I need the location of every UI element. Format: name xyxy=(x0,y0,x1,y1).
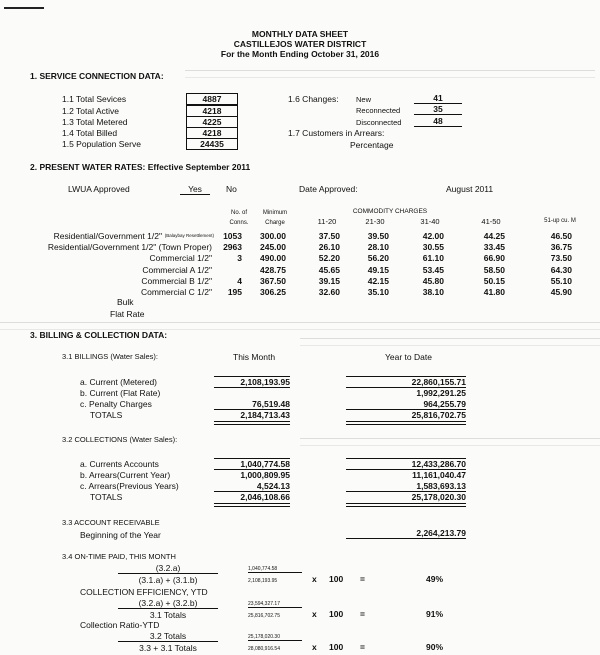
rate-row-charge: 39.50 xyxy=(367,231,389,241)
section-1-heading: 1. SERVICE CONNECTION DATA: xyxy=(30,71,164,81)
rate-row-min-charge: 367.50 xyxy=(260,276,286,286)
f1-hundred: 100 xyxy=(329,574,344,584)
billing-row-year-to-date: 964,255.79 xyxy=(346,399,466,410)
rate-row-charge: 26.10 xyxy=(318,242,340,252)
billing-row-double-rule xyxy=(346,421,466,425)
rate-row-conns: 3 xyxy=(237,253,242,263)
billing-row-label: c. Penalty Charges xyxy=(80,399,152,409)
rate-row-charge: 33.45 xyxy=(483,242,505,252)
collection-row-label: a. Currents Accounts xyxy=(80,459,159,469)
billing-row-this-month: 2,108,193.95 xyxy=(214,377,290,388)
range-31-40: 31-40 xyxy=(420,217,440,226)
rate-row-charge: 30.55 xyxy=(422,242,444,252)
collection-row-year-to-date: 11,161,040.47 xyxy=(412,470,466,480)
collection-row-year-to-date: 12,433,286.70 xyxy=(346,459,466,470)
collection-row-this-month: 1,040,774.58 xyxy=(214,459,290,470)
rate-row-name: Commercial A 1/2" xyxy=(142,265,212,275)
total-active-label: 1.2 Total Active xyxy=(62,106,120,116)
rate-row-charge: 73.50 xyxy=(550,253,572,263)
f2-times: x xyxy=(312,609,317,619)
receivable-sub-label: Beginning of the Year xyxy=(80,530,161,540)
total-billed-label: 1.4 Total Billed xyxy=(62,128,118,138)
total-metered-label: 1.3 Total Metered xyxy=(62,117,128,127)
rate-row-charge: 41.80 xyxy=(483,287,505,297)
rate-row-charge: 38.10 xyxy=(422,287,444,297)
district-name: CASTILLEJOS WATER DISTRICT xyxy=(233,39,367,49)
rate-row-name: Commercial B 1/2" xyxy=(141,276,212,286)
billing-row-year-to-date: 22,860,155.71 xyxy=(346,377,466,388)
efficiency-label: COLLECTION EFFICIENCY, YTD xyxy=(80,587,208,597)
changes-disconnected-label: Disconnected xyxy=(356,118,402,127)
collection-row-double-rule xyxy=(214,503,290,507)
collection-row-double-rule xyxy=(346,503,466,507)
col-header-conns: Conns. xyxy=(229,220,249,226)
f3-numerator: 3.2 Totals xyxy=(118,631,218,642)
f1-numerator-value: 1,040,774.58 xyxy=(248,566,302,573)
scan-artifact xyxy=(0,322,600,330)
rate-row-note: (Balaybay Resettlement) xyxy=(164,233,214,238)
f2-denominator-value: 25,816,702.75 xyxy=(248,613,280,619)
changes-reconnected-value: 35 xyxy=(414,104,462,115)
f3-times: x xyxy=(312,642,317,652)
collection-row-label: TOTALS xyxy=(90,492,123,502)
total-billed-value: 4218 xyxy=(186,127,238,139)
collection-row-rule xyxy=(346,458,466,459)
rate-row-conns: 4 xyxy=(237,276,242,286)
rate-row-min-charge: 428.75 xyxy=(260,265,286,275)
period-subtitle: For the Month Ending October 31, 2016 xyxy=(220,49,380,59)
scan-artifact xyxy=(185,70,595,78)
rate-row-charge: 58.50 xyxy=(483,265,505,275)
rate-row-charge: 44.25 xyxy=(483,231,505,241)
population-value: 24435 xyxy=(186,138,238,150)
total-services-value: 4887 xyxy=(186,93,238,105)
rate-row-charge: 53.45 xyxy=(422,265,444,275)
commodity-charges-header: COMMODITY CHARGES xyxy=(352,208,428,215)
rate-row-min-charge: 490.00 xyxy=(260,253,286,263)
receivable-value: 2,264,213.79 xyxy=(346,528,466,539)
collection-row-this-month: 4,524.13 xyxy=(214,481,290,492)
f2-hundred: 100 xyxy=(329,609,344,619)
lwua-no: No xyxy=(226,184,237,194)
section-2-heading: 2. PRESENT WATER RATES: Effective September 2011 xyxy=(30,162,251,172)
rate-row-charge: 45.80 xyxy=(422,276,444,286)
rate-row-charge: 28.10 xyxy=(367,242,389,252)
f2-denominator: 3.1 Totals xyxy=(149,610,187,620)
rate-row-charge: 45.90 xyxy=(550,287,572,297)
billing-row-rule xyxy=(214,376,290,377)
rate-row-charge: 35.10 xyxy=(367,287,389,297)
date-approved-label: Date Approved: xyxy=(299,184,358,194)
range-21-30: 21-30 xyxy=(365,217,385,226)
rate-row-min-charge: 300.00 xyxy=(260,231,286,241)
f3-hundred: 100 xyxy=(329,642,344,652)
year-to-date-header: Year to Date xyxy=(385,352,432,362)
collections-label: 3.2 COLLECTIONS (Water Sales): xyxy=(62,435,178,444)
range-11-20: 11-20 xyxy=(317,217,337,226)
f2-numerator: (3.2.a) + (3.2.b) xyxy=(118,598,218,609)
total-active-value: 4218 xyxy=(186,105,238,117)
percentage-label: Percentage xyxy=(350,140,394,150)
changes-reconnected-label: Reconnected xyxy=(356,106,401,115)
billing-row-double-rule xyxy=(214,421,290,425)
f1-denominator-value: 2,108,193.95 xyxy=(248,578,278,584)
collection-row-year-to-date: 25,178,020.30 xyxy=(411,492,466,502)
rate-row-name: Residential/Government 1/2" xyxy=(53,231,162,241)
this-month-header: This Month xyxy=(233,352,276,362)
f1-result: 49% xyxy=(426,574,444,584)
billing-row-year-to-date: 25,816,702.75 xyxy=(411,410,466,420)
f3-denominator-value: 28,080,916.54 xyxy=(248,646,280,652)
collection-row-this-month: 2,046,108.66 xyxy=(240,492,290,502)
rate-row-charge: 55.10 xyxy=(550,276,572,286)
f2-equals: = xyxy=(360,609,365,619)
rate-row-charge: 52.20 xyxy=(318,253,340,263)
rate-row-min-charge: 245.00 xyxy=(260,242,286,252)
rate-row-charge: 36.75 xyxy=(550,242,572,252)
range-51-up: 51-up cu. M xyxy=(544,218,576,224)
changes-new-label: New xyxy=(356,95,372,104)
f1-denominator: (3.1.a) + (3.1.b) xyxy=(138,575,198,585)
col-header-no-of: No. of xyxy=(230,210,247,216)
col-header-charge: Charge xyxy=(265,220,285,226)
rate-row-name: Residential/Government 1/2" (Town Proper) xyxy=(47,242,212,252)
f3-denominator: 3.3 + 3.1 Totals xyxy=(139,643,197,653)
rate-row-charge: 50.15 xyxy=(483,276,505,286)
changes-label: 1.6 Changes: xyxy=(288,94,339,104)
rate-row-charge: 46.50 xyxy=(550,231,572,241)
f1-numerator: (3.2.a) xyxy=(118,563,218,574)
rate-row-charge: 45.65 xyxy=(318,265,340,275)
f1-times: x xyxy=(312,574,317,584)
billing-row-label: TOTALS xyxy=(90,410,123,420)
rate-row-name: Commercial 1/2" xyxy=(149,253,212,263)
rate-row-charge: 42.15 xyxy=(367,276,389,286)
scan-artifact xyxy=(300,438,600,446)
collection-row-label: c. Arrears(Previous Years) xyxy=(80,481,179,491)
f1-equals: = xyxy=(360,574,365,584)
rate-row-charge: 37.50 xyxy=(318,231,340,241)
f2-numerator-value: 23,594,327.17 xyxy=(248,601,302,608)
lwua-yes: Yes xyxy=(180,184,210,195)
f3-equals: = xyxy=(360,642,365,652)
changes-new-value: 41 xyxy=(414,93,462,104)
corner-mark xyxy=(4,7,44,9)
range-41-50: 41-50 xyxy=(481,217,501,226)
rate-row-min-charge: 306.25 xyxy=(260,287,286,297)
document-title: MONTHLY DATA SHEET xyxy=(251,29,349,39)
collection-row-this-month: 1,000,809.95 xyxy=(240,470,290,480)
f3-numerator-value: 25,178,020.30 xyxy=(248,634,302,641)
col-header-minimum: Minimum xyxy=(262,210,288,216)
rate-row-charge: 64.30 xyxy=(550,265,572,275)
billing-row-this-month: 76,519.48 xyxy=(214,399,290,410)
changes-disconnected-value: 48 xyxy=(414,116,462,127)
billing-row-rule xyxy=(346,376,466,377)
receivable-label: 3.3 ACCOUNT RECEIVABLE xyxy=(62,518,160,527)
total-services-label: 1.1 Total Sevices xyxy=(62,94,127,104)
rate-row-conns: 195 xyxy=(227,287,242,297)
scan-artifact xyxy=(300,338,600,346)
flat-rate-label: Flat Rate xyxy=(110,309,145,319)
billing-row-label: b. Current (Flat Rate) xyxy=(80,388,161,398)
section-3-heading: 3. BILLING & COLLECTION DATA: xyxy=(30,330,168,340)
rate-row-name: Commercial C 1/2" xyxy=(140,287,212,297)
arrears-label: 1.7 Customers in Arrears: xyxy=(288,128,385,138)
total-metered-value: 4225 xyxy=(186,116,238,128)
rate-row-charge: 32.60 xyxy=(318,287,340,297)
ontime-label: 3.4 ON-TIME PAID, THIS MONTH xyxy=(62,552,176,561)
billing-row-year-to-date: 1,992,291.25 xyxy=(416,388,466,398)
rate-row-charge: 42.00 xyxy=(422,231,444,241)
rate-row-conns: 1053 xyxy=(223,231,242,241)
collection-row-label: b. Arrears(Current Year) xyxy=(80,470,171,480)
lwua-label: LWUA Approved xyxy=(68,184,130,194)
billings-label: 3.1 BILLINGS (Water Sales): xyxy=(62,352,159,361)
f3-result: 90% xyxy=(426,642,444,652)
f2-result: 91% xyxy=(426,609,444,619)
bulk-label: Bulk xyxy=(117,297,134,307)
rate-row-charge: 61.10 xyxy=(422,253,444,263)
rate-row-charge: 56.20 xyxy=(367,253,389,263)
rate-row-conns: 2963 xyxy=(223,242,242,252)
rate-row-charge: 49.15 xyxy=(367,265,389,275)
population-label: 1.5 Population Serve xyxy=(62,139,141,149)
billing-row-this-month: 2,184,713.43 xyxy=(240,410,290,420)
date-approved-value: August 2011 xyxy=(446,184,494,194)
collection-ratio-label: Collection Ratio-YTD xyxy=(80,620,160,630)
rate-row-charge: 66.90 xyxy=(483,253,505,263)
rate-row-charge: 39.15 xyxy=(318,276,340,286)
collection-row-rule xyxy=(214,458,290,459)
collection-row-year-to-date: 1,583,693.13 xyxy=(346,481,466,492)
billing-row-label: a. Current (Metered) xyxy=(80,377,157,387)
